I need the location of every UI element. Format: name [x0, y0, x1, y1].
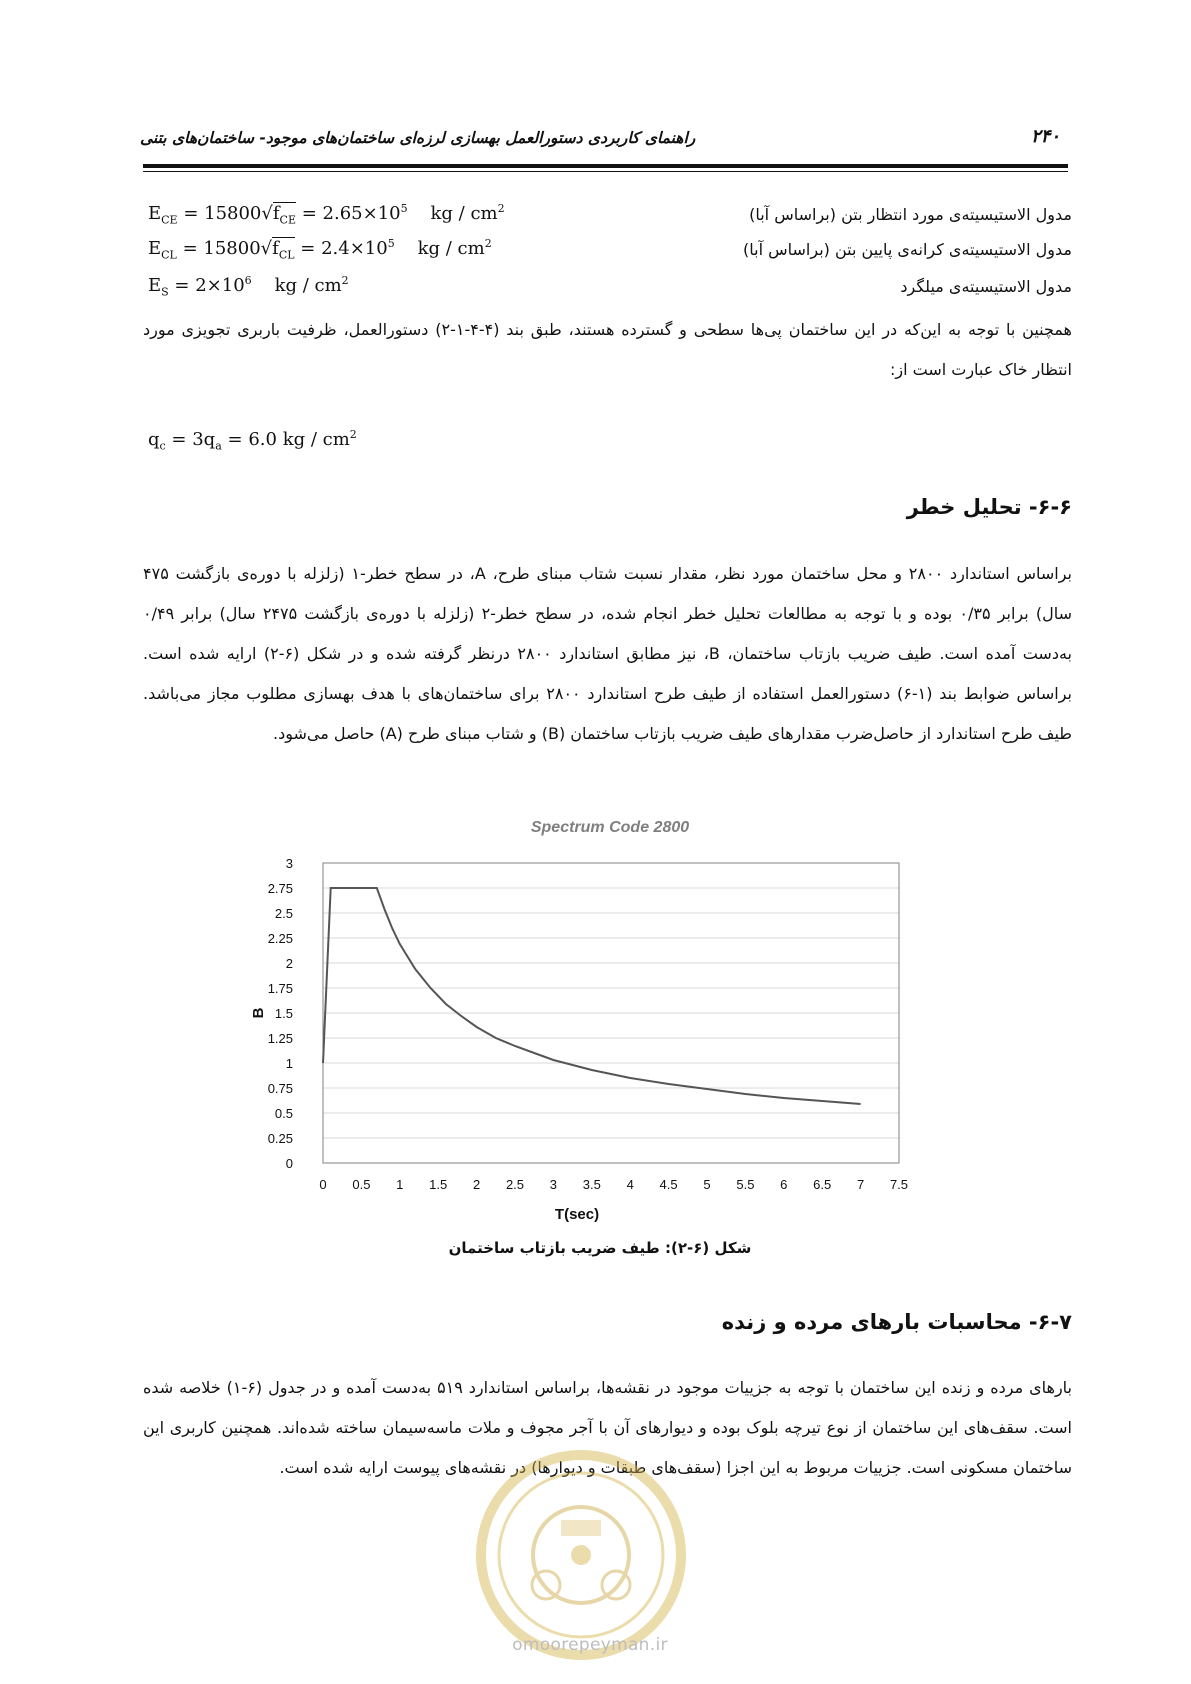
- y-tick-label-5: 1.25: [267, 1031, 293, 1046]
- page-number: ۲۴۰: [1030, 126, 1060, 147]
- spectrum-chart: [250, 810, 950, 1235]
- y-tick-label-6: 1.5: [274, 1006, 293, 1021]
- running-header-title: راهنمای کاربردی دستورالعمل بهسازی لرزه‌ای ساختمان‌های موجود- ساختمان‌های بتنی: [140, 129, 696, 147]
- x-tick-label-9: 4.5: [659, 1177, 678, 1192]
- modulus-label-lower-bound: مدول الاستیسیته‌ی کرانه‌ی پایین بتن (براساس آبا): [743, 240, 1072, 259]
- y-tick-label-3: 0.75: [267, 1081, 293, 1096]
- x-tick-label-14: 7: [856, 1177, 865, 1192]
- section-heading-hazard: ۶-۶- تحلیل خطر: [906, 495, 1072, 519]
- y-tick-label-4: 1: [285, 1056, 293, 1071]
- x-tick-label-12: 6: [780, 1177, 788, 1192]
- x-tick-label-4: 2: [472, 1177, 481, 1192]
- watermark-site: omoorepeyman.ir: [512, 1635, 668, 1655]
- modulus-label-rebar: مدول الاستیسیته‌ی میلگرد: [900, 277, 1072, 296]
- y-tick-label-12: 3: [285, 856, 293, 871]
- x-tick-label-0: 0: [319, 1177, 327, 1192]
- hazard-paragraph: براساس استاندارد ۲۸۰۰ و محل ساختمان مورد نظر، مقدار نسبت شتاب مبنای طرح، A، در سطح خطر-۱ (زلزله با دوره‌ی بازگشت ۴۷۵ سال) برابر ۰/۳۵ بوده و با توجه به مطالعات تحلیل خطر انجام شده، در سطح خطر-۲ (زلزله با دوره‌ی بازگشت ۲۴۷۵ سال) برابر ۰/۴۹ به‌دست آمده است. طیف ضریب بازتاب ساختمان، B، نیز مطابق استاندارد ۲۸۰۰ درنظر گرفته شده و در شکل (۶-۲) ارایه شده است. براساس ضوابط بند (۱-۶) دستورالعمل استفاده از طیف طرح استاندارد ۲۸۰۰ برای ساختمان‌های با هدف بهسازی مطلوب مجاز می‌باشد. طیف طرح استاندارد از حاصل‌ضرب مقدارهای طیف ضریب بازتاب ساختمان (B) و شتاب مبنای طرح (A) حاصل می‌شود.: [143, 564, 1073, 743]
- y-tick-label-11: 2.75: [267, 881, 293, 896]
- formula-rebar-modulus: $E_S = 2\times 10^6$ kg / $cm^2$: [148, 274, 349, 299]
- y-tick-label-1: 0.25: [267, 1131, 293, 1146]
- x-axis-ticks: [319, 1177, 908, 1192]
- x-tick-label-8: 4: [626, 1177, 634, 1192]
- x-tick-label-2: 1: [396, 1177, 404, 1192]
- x-axis-label: T(sec): [554, 1206, 600, 1223]
- x-tick-label-15: 7.5: [889, 1177, 909, 1192]
- y-tick-label-7: 1.75: [267, 981, 293, 996]
- x-tick-label-1: 0.5: [352, 1177, 371, 1192]
- x-tick-label-11: 5.5: [736, 1177, 755, 1192]
- header-rule-thin: [143, 171, 1068, 172]
- y-tick-label-2: 0.5: [274, 1106, 293, 1121]
- formula-lower-bound-modulus: $E_{CL} = 15800√f_{CL} = 2.4\times 10^5$ kg / $cm^2$: [148, 237, 492, 262]
- x-tick-label-7: 3.5: [582, 1177, 601, 1192]
- figure-caption: شکل (۶-۲): طیف ضریب بازتاب ساختمان: [448, 1239, 752, 1257]
- loads-paragraph: بارهای مرده و زنده این ساختمان با توجه به جزییات موجود در نقشه‌ها، براساس استاندارد ۵۱۹ به‌دست آمده و در جدول (۶-۱) خلاصه شده است. سقف‌های این ساختمان از نوع تیرچه بلوک بوده و دیوارهای آن با آجر مجوف و ملات ماسه‌سیمان ساخته شده‌اند. همچنین کاربری این ساختمان مسکونی است. جزییات مربوط به این اجزا (سقف‌های طبقات و دیوارها) در نقشه‌های پیوست ارایه شده است.: [143, 1378, 1073, 1477]
- x-tick-label-6: 3: [549, 1177, 558, 1192]
- x-tick-label-13: 6.5: [813, 1177, 832, 1192]
- bearing-paragraph: همچنین با توجه به این‌که در این ساختمان پی‌ها سطحی و گسترده هستند، طبق بند (۴-۴-۱-۲) دستورالعمل، ظرفیت باربری تجویزی مورد انتظار خاک عبارت است از:: [143, 320, 1072, 379]
- x-tick-label-5: 2.5: [505, 1177, 525, 1192]
- formula-expected-modulus: $E_{CE} = 15800√f_{CE} = 2.65\times 10^5$ kg / $cm^2$: [148, 202, 505, 227]
- y-tick-label-0: 0: [285, 1156, 293, 1171]
- y-tick-label-10: 2.5: [274, 906, 293, 921]
- x-tick-label-3: 1.5: [429, 1177, 448, 1192]
- section-heading-loads: ۶-۷- محاسبات بارهای مرده و زنده: [721, 1310, 1072, 1334]
- chart-title: Spectrum Code 2800: [530, 819, 690, 836]
- y-tick-label-9: 2.25: [267, 931, 293, 946]
- modulus-label-expected: مدول الاستیسیته‌ی مورد انتظار بتن (براساس آبا): [749, 205, 1072, 224]
- y-axis-label: B: [250, 1007, 267, 1019]
- header-rule-thick: [143, 164, 1068, 168]
- y-tick-label-8: 2: [285, 956, 293, 971]
- x-tick-label-10: 5: [703, 1177, 711, 1192]
- series-line-spectrum: [323, 888, 861, 1104]
- formula-bearing-capacity: $q_c = 3q_a = 6.0$ kg / $cm^2$: [148, 428, 357, 453]
- y-axis-ticks: [268, 856, 293, 1171]
